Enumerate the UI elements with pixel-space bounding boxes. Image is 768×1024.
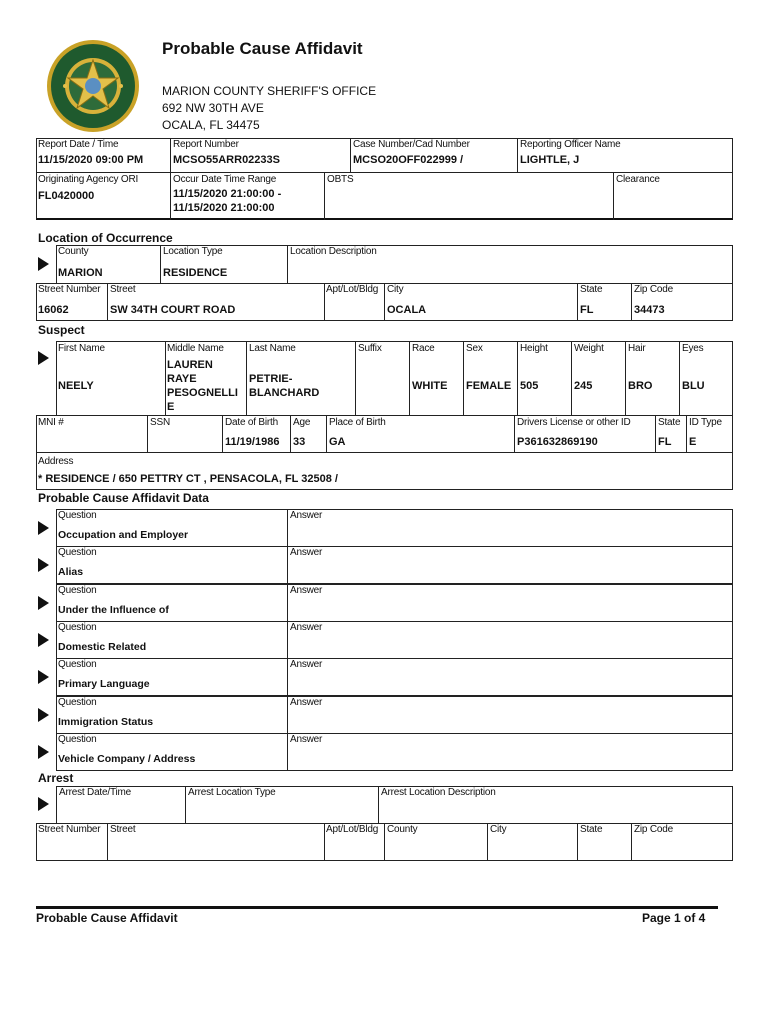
divider xyxy=(487,823,488,861)
answer-label: Answer xyxy=(290,734,323,745)
divider xyxy=(287,546,288,584)
report-number-value: MCSO55ARR02233S xyxy=(173,154,280,166)
question-label: Question xyxy=(58,585,97,596)
divider xyxy=(287,509,288,547)
arrest-section-title: Arrest xyxy=(38,771,74,785)
divider xyxy=(287,733,288,771)
agency-city: OCALA, FL 34475 xyxy=(162,118,260,132)
ori-value: FL0420000 xyxy=(38,190,95,202)
middle-name-line-2: RAYE xyxy=(167,373,197,385)
city-label: City xyxy=(387,284,404,295)
expand-arrow-icon[interactable] xyxy=(38,521,49,535)
expand-arrow-icon[interactable] xyxy=(38,708,49,722)
city-value: OCALA xyxy=(387,304,427,316)
address-value: * RESIDENCE / 650 PETTRY CT , PENSACOLA, FL 32508 / xyxy=(38,473,338,485)
divider xyxy=(290,415,291,453)
pca-row xyxy=(56,509,733,547)
divider xyxy=(577,283,578,321)
location-section-title: Location of Occurrence xyxy=(38,231,173,245)
state-value: FL xyxy=(580,304,594,316)
report-date-value: 11/15/2020 09:00 PM xyxy=(38,154,144,166)
middle-name-line-4: E xyxy=(167,401,175,413)
divider xyxy=(287,696,288,734)
officer-label: Reporting Officer Name xyxy=(520,139,621,150)
divider xyxy=(36,172,733,173)
dob-value: 11/19/1986 xyxy=(225,436,280,448)
divider xyxy=(409,341,410,416)
pca-row xyxy=(56,546,733,584)
expand-arrow-icon[interactable] xyxy=(38,745,49,759)
last-name-line-1: PETRIE- xyxy=(249,373,293,385)
report-number-label: Report Number xyxy=(173,139,239,150)
pca-row xyxy=(56,584,733,622)
divider xyxy=(384,823,385,861)
age-value: 33 xyxy=(293,436,306,448)
dl-state-label: State xyxy=(658,417,681,428)
divider xyxy=(655,415,656,453)
divider xyxy=(147,415,148,453)
arrest-street-number-label: Street Number xyxy=(38,824,101,835)
case-number-label: Case Number/Cad Number xyxy=(353,139,470,150)
divider xyxy=(517,341,518,416)
divider xyxy=(246,341,247,416)
divider xyxy=(577,823,578,861)
id-type-value: E xyxy=(689,436,697,448)
divider xyxy=(631,283,632,321)
county-value: MARION xyxy=(58,267,103,279)
arrest-county-label: County xyxy=(387,824,418,835)
eyes-value: BLU xyxy=(682,380,705,392)
location-type-value: RESIDENCE xyxy=(163,267,228,279)
zip-value: 34473 xyxy=(634,304,665,316)
divider xyxy=(165,341,166,416)
divider xyxy=(514,415,515,453)
drivers-license-value: P361632869190 xyxy=(517,436,598,448)
first-name-label: First Name xyxy=(58,343,105,354)
divider xyxy=(287,584,288,622)
divider xyxy=(170,138,171,220)
address-label: Address xyxy=(38,456,74,467)
divider xyxy=(355,341,356,416)
dob-label: Date of Birth xyxy=(225,417,278,428)
divider xyxy=(324,172,325,220)
street-number-value: 16062 xyxy=(38,304,69,316)
divider xyxy=(287,658,288,696)
divider xyxy=(613,172,614,220)
dl-state-value: FL xyxy=(658,436,672,448)
clearance-label: Clearance xyxy=(616,174,660,185)
pca-row xyxy=(56,733,733,771)
question-text: Alias xyxy=(58,566,84,578)
divider xyxy=(160,245,161,284)
divider xyxy=(625,341,626,416)
ssn-label: SSN xyxy=(150,417,170,428)
middle-name-line-1: LAUREN xyxy=(167,359,213,371)
arrest-location-type-label: Arrest Location Type xyxy=(188,787,276,798)
question-label: Question xyxy=(58,510,97,521)
divider xyxy=(324,823,325,861)
location-row-1 xyxy=(56,245,733,284)
agency-street: 692 NW 30TH AVE xyxy=(162,101,264,115)
first-name-value: NEELY xyxy=(58,380,94,392)
divider xyxy=(378,786,379,824)
answer-label: Answer xyxy=(290,585,323,596)
arrest-zip-label: Zip Code xyxy=(634,824,673,835)
seal-icon xyxy=(45,38,141,134)
height-label: Height xyxy=(520,343,548,354)
answer-label: Answer xyxy=(290,659,323,670)
agency-name: MARION COUNTY SHERIFF'S OFFICE xyxy=(162,84,377,98)
pob-value: GA xyxy=(329,436,346,448)
last-name-label: Last Name xyxy=(249,343,296,354)
question-text: Domestic Related xyxy=(58,641,147,653)
eyes-label: Eyes xyxy=(682,343,704,354)
arrest-datetime-label: Arrest Date/Time xyxy=(59,787,132,798)
question-text: Under the Influence of xyxy=(58,604,169,616)
last-name-line-2: BLANCHARD xyxy=(249,387,320,399)
middle-name-line-3: PESOGNELLI xyxy=(167,387,238,399)
height-value: 505 xyxy=(520,380,539,392)
arrest-apt-label: Apt/Lot/Bldg xyxy=(326,824,379,835)
divider xyxy=(679,341,680,416)
apt-label: Apt/Lot/Bldg xyxy=(326,284,379,295)
expand-arrow-icon[interactable] xyxy=(38,257,49,271)
occur-range-label: Occur Date Time Range xyxy=(173,174,277,185)
expand-arrow-icon[interactable] xyxy=(38,351,49,365)
age-label: Age xyxy=(293,417,311,428)
state-label: State xyxy=(580,284,603,295)
divider xyxy=(517,138,518,172)
question-text: Occupation and Employer xyxy=(58,529,189,541)
suffix-label: Suffix xyxy=(358,343,382,354)
divider xyxy=(287,621,288,659)
sex-label: Sex xyxy=(466,343,483,354)
arrest-location-desc-label: Arrest Location Description xyxy=(381,787,496,798)
divider xyxy=(571,341,572,416)
ori-label: Originating Agency ORI xyxy=(38,174,139,185)
occur-range-end: 11/15/2020 21:00:00 xyxy=(173,202,275,214)
id-type-label: ID Type xyxy=(689,417,722,428)
divider xyxy=(463,341,464,416)
question-label: Question xyxy=(58,697,97,708)
arrest-street-label: Street xyxy=(110,824,136,835)
pca-row xyxy=(56,696,733,734)
pob-label: Place of Birth xyxy=(329,417,386,428)
question-text: Primary Language xyxy=(58,678,150,690)
divider xyxy=(185,786,186,824)
suspect-section-title: Suspect xyxy=(38,323,85,337)
weight-value: 245 xyxy=(574,380,593,392)
divider xyxy=(222,415,223,453)
race-label: Race xyxy=(412,343,435,354)
arrest-state-label: State xyxy=(580,824,603,835)
sheriff-seal xyxy=(45,38,141,134)
zip-label: Zip Code xyxy=(634,284,673,295)
pca-row xyxy=(56,658,733,696)
question-label: Question xyxy=(58,622,97,633)
answer-label: Answer xyxy=(290,622,323,633)
page-title: Probable Cause Affidavit xyxy=(162,39,363,58)
divider xyxy=(631,823,632,861)
expand-arrow-icon[interactable] xyxy=(38,596,49,610)
race-value: WHITE xyxy=(412,380,448,392)
question-label: Question xyxy=(58,547,97,558)
expand-arrow-icon[interactable] xyxy=(38,558,49,572)
question-text: Vehicle Company / Address xyxy=(58,753,196,765)
answer-label: Answer xyxy=(290,547,323,558)
sex-value: FEMALE xyxy=(466,380,512,392)
question-text: Immigration Status xyxy=(58,716,154,728)
divider xyxy=(384,283,385,321)
obts-label: OBTS xyxy=(327,174,354,185)
page-number: Page 1 of 4 xyxy=(642,911,706,925)
answer-label: Answer xyxy=(290,510,323,521)
street-number-label: Street Number xyxy=(38,284,101,295)
middle-name-label: Middle Name xyxy=(167,343,224,354)
divider xyxy=(686,415,687,453)
divider xyxy=(326,415,327,453)
hair-value: BRO xyxy=(628,380,653,392)
divider xyxy=(287,245,288,284)
county-label: County xyxy=(58,246,89,257)
footer-rule xyxy=(36,906,718,909)
case-number-value: MCSO20OFF022999 / xyxy=(353,154,464,166)
location-desc-label: Location Description xyxy=(290,246,377,257)
footer-doc-title: Probable Cause Affidavit xyxy=(36,911,178,925)
street-value: SW 34TH COURT ROAD xyxy=(110,304,236,316)
answer-label: Answer xyxy=(290,697,323,708)
occur-range-start: 11/15/2020 21:00:00 - xyxy=(173,188,282,200)
mni-label: MNI # xyxy=(38,417,64,428)
expand-arrow-icon[interactable] xyxy=(38,633,49,647)
report-date-label: Report Date / Time xyxy=(38,139,119,150)
weight-label: Weight xyxy=(574,343,604,354)
pca-row xyxy=(56,621,733,659)
drivers-license-label: Drivers License or other ID xyxy=(517,417,631,428)
officer-value: LIGHTLE, J xyxy=(520,154,580,166)
divider xyxy=(324,283,325,321)
divider xyxy=(107,823,108,861)
expand-arrow-icon[interactable] xyxy=(38,670,49,684)
question-label: Question xyxy=(58,734,97,745)
divider xyxy=(107,283,108,321)
expand-arrow-icon[interactable] xyxy=(38,797,49,811)
question-label: Question xyxy=(58,659,97,670)
location-type-label: Location Type xyxy=(163,246,223,257)
divider xyxy=(350,138,351,172)
street-label: Street xyxy=(110,284,136,295)
pca-section-title: Probable Cause Affidavit Data xyxy=(38,491,209,505)
hair-label: Hair xyxy=(628,343,646,354)
arrest-city-label: City xyxy=(490,824,507,835)
